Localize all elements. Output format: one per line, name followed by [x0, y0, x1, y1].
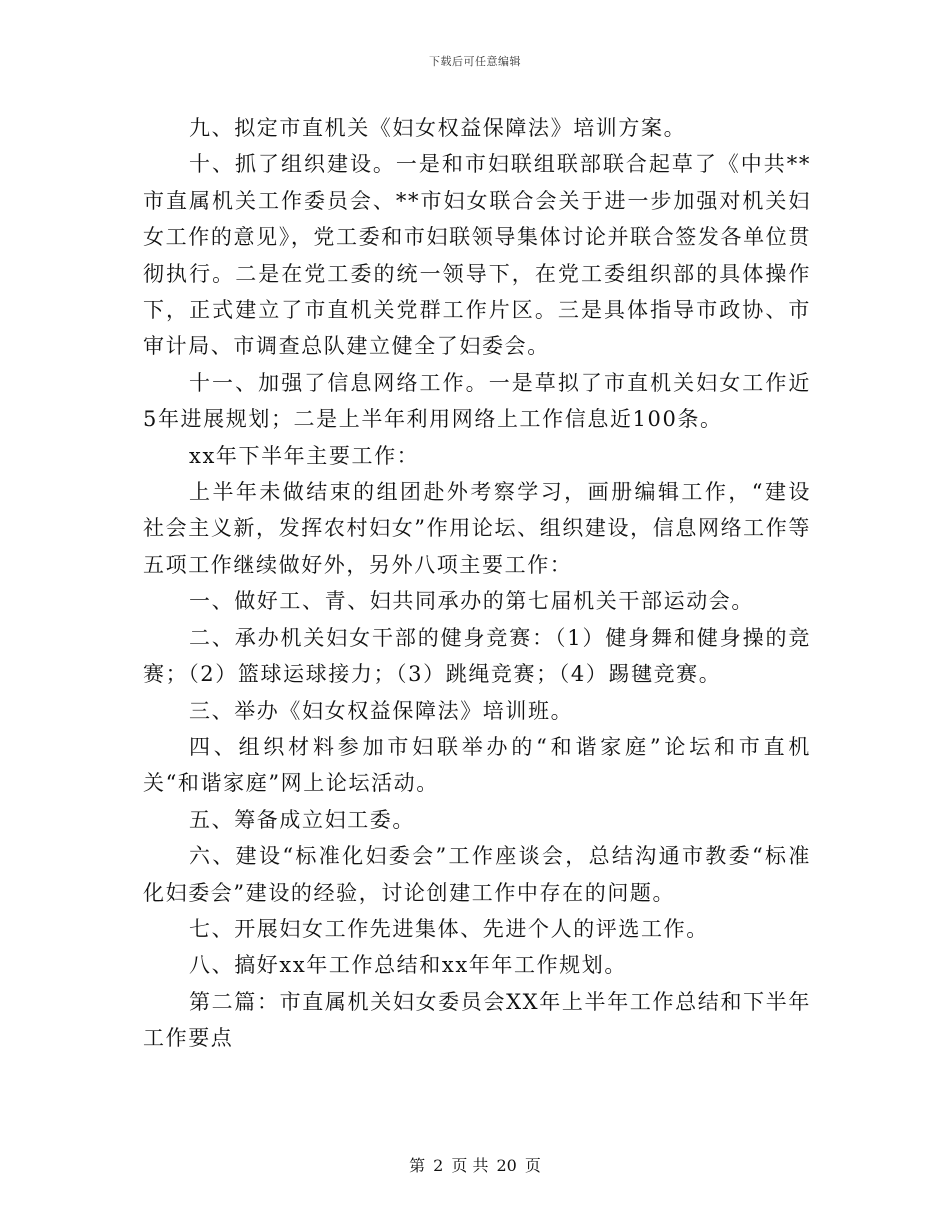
plan-item-5: 五、筹备成立妇工委。: [189, 807, 415, 832]
document-body: [143, 110, 811, 1057]
plan-item-6: 六、建设“标准化妇委会”工作座谈会，总结沟通市教委“标准化妇委会”建设的经验，讨论创建工作中存在的问题。: [143, 844, 811, 905]
footer-suffix: 页: [524, 1156, 541, 1175]
plan-item-1: 一、做好工、青、妇共同承办的第七届机关干部运动会。: [189, 589, 754, 614]
plan-item-8: 八、搞好xx年工作总结和xx年年工作规划。: [189, 953, 627, 978]
paragraph-intro-second-half: 上半年未做结束的组团赴外考察学习，画册编辑工作，“建设社会主义新，发挥农村妇女”作用论坛、组织建设，信息网络工作等五项工作继续做好外，另外八项主要工作：: [143, 480, 811, 577]
section-heading-second-half: xx年下半年主要工作：: [189, 443, 420, 468]
footer-prefix: 第: [409, 1156, 426, 1175]
footer-middle: 页 共: [451, 1156, 489, 1175]
total-pages-number: 20: [496, 1156, 517, 1175]
paragraph-item-11: 十一、加强了信息网络工作。一是草拟了市直机关妇女工作近5年进展规划；二是上半年利用网络上工作信息近100条。: [143, 370, 811, 432]
current-page-number: 2: [433, 1156, 444, 1175]
plan-item-3: 三、举办《妇女权益保障法》培训班。: [189, 698, 574, 723]
next-article-title: 第二篇：市直属机关妇女委员会XX年上半年工作总结和下半年工作要点: [143, 989, 811, 1051]
paragraph-item-9: 九、拟定市直机关《妇女权益保障法》培训方案。: [189, 116, 687, 140]
paragraph-item-10: 十、抓了组织建设。一是和市妇联组联部联合起草了《中共**市直属机关工作委员会、**市妇女联合会关于进一步加强对机关妇女工作的意见》，党工委和市妇联领导集体讨论并联合签发各单位贯彻执行。二是在党工委的统一领导下，在党工委组织部的具体操作下，正式建立了市直机关党群工作片区。三是具体指导市政协、市审计局、市调查总队建立健全了妇委会。: [143, 152, 811, 359]
plan-item-4: 四、组织材料参加市妇联举办的“和谐家庭”论坛和市直机关“和谐家庭”网上论坛活动。: [143, 734, 811, 796]
plan-item-7: 七、开展妇女工作先进集体、先进个人的评选工作。: [189, 916, 709, 941]
plan-item-2: 二、承办机关妇女干部的健身竞赛：（1）健身舞和健身操的竞赛；（2）篮球运球接力；（3）跳绳竞赛；（4）踢毽竞赛。: [143, 625, 811, 687]
download-edit-note: 下载后可任意编辑: [429, 55, 521, 68]
page-footer: [0, 1153, 950, 1176]
